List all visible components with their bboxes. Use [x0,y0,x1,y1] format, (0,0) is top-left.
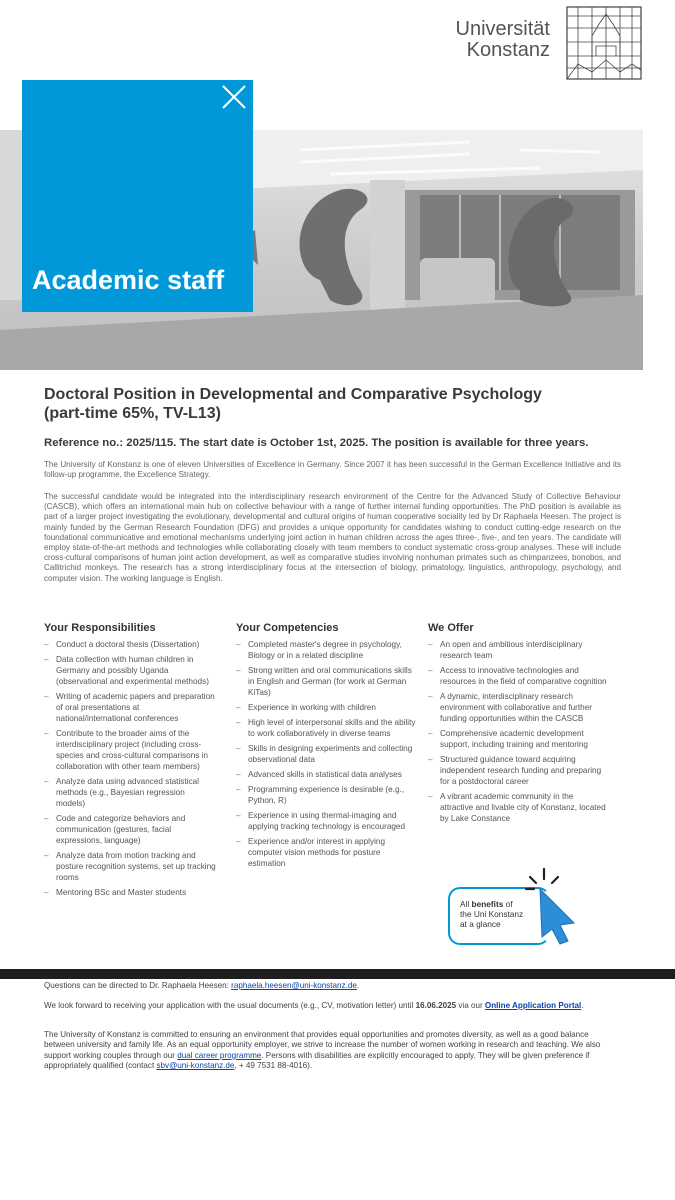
banner-title: Academic staff [32,265,225,295]
offer-heading: We Offer [428,622,474,634]
list-item: – Experience in working with children [236,702,416,713]
list-item: – Conduct a doctoral thesis (Dissertation) [44,639,216,650]
responsibilities-column [44,622,216,902]
list-item: – Analyze data from motion tracking and posture recognition systems, set up tracking rooms [44,850,216,883]
logo-line-1: Universität [455,18,550,40]
equal-text: The University of Konstanz is committed to ensuring an environment that provides equal opportunities and promotes diversity, as well as a good balance between university and family life. As an equal opportunity employer, we strive to increase the number of women working in research and teaching. We also support working couples through our [44,1030,601,1060]
contact-text: Questions can be directed to Dr. Raphaela Heesen: [44,981,232,990]
list-item: – Contribute to the broader aims of the interdisciplinary project (including cross-species and cross-cultural comparisons in collaboration with other team members) [44,728,216,772]
equal-mid: . Persons with disabilities are explicitly encouraged to apply. They will be given preference if appropriately qualified (contact [44,1050,590,1071]
list-item: – Programming experience is desirable (e.g., Python, R) [236,784,416,806]
benefits-line-1a: All [460,899,470,909]
competencies-heading: Your Competencies [236,622,339,634]
offer-list [428,639,608,824]
list-item: – Structured guidance toward acquiring independent research funding and preparing for a postdoctoral career [428,754,608,787]
list-item: – Code and categorize behaviors and communication (gestures, facial expressions, language) [44,813,216,846]
benefits-line-2: the Uni Konstanz [460,909,524,919]
list-item: – Analyze data using advanced statistical methods (e.g., Bayesian regression models) [44,776,216,809]
list-item: – Mentoring BSc and Master students [44,887,216,898]
logo-line-2: Konstanz [466,39,550,61]
benefits-line-3: at a glance [460,919,501,929]
list-item: – Completed master's degree in psychology, Biology or in a related discipline [236,639,416,661]
list-item: – Advanced skills in statistical data analyses [236,769,416,780]
apply-text: We look forward to receiving your application with the usual documents (e.g., CV, motivation letter) until [44,1001,416,1010]
intro-paragraph: The University of Konstanz is one of eleven Universities of Excellence in Germany. Since 2007 it has been successful in the German Excellence Initiative and its follow-up programme, the Excellence Strategy. [44,460,621,480]
contact-line [44,981,620,991]
list-item: – Skills in designing experiments and collecting observational data [236,743,416,765]
equal-end: , + 49 7531 88-4016). [234,1061,313,1071]
contact-end: . [356,981,360,990]
list-item: – An open and ambitious interdisciplinary research team [428,639,608,661]
apply-line [44,1001,620,1011]
job-title-block [44,385,634,423]
list-item: – A dynamic, interdisciplinary research environment with collaborative and further funding opportunities within the CASCB [428,691,608,724]
job-title: Doctoral Position in Developmental and Comparative Psychology [44,386,542,403]
apply-mid: via our [456,1001,485,1010]
job-subtitle: (part-time 65%, TV-L13) [44,405,221,422]
sbv-email-link[interactable]: sbv@uni-konstanz.de [156,1061,235,1071]
category-banner [22,80,253,312]
benefits-line-1b: benefits [471,899,504,909]
list-item: – Access to innovative technologies and resources in the field of comparative cognition [428,665,608,687]
reference-line: Reference no.: 2025/115. The start date is October 1st, 2025. The position is available for three years. [44,437,589,449]
divider-bar [0,969,675,979]
close-cross-icon [221,84,247,110]
benefits-line-1c: of [505,899,513,909]
benefits-link[interactable] [446,865,586,947]
list-item: – Data collection with human children in Germany and possibly Uganda (observational and experimental methods) [44,654,216,687]
responsibilities-heading: Your Responsibilities [44,622,156,634]
list-item: – High level of interpersonal skills and the ability to work collaboratively in diverse teams [236,717,416,739]
contact-email-link[interactable]: raphaela.heesen@uni-konstanz.de [231,981,357,990]
apply-deadline: 16.06.2025 [415,1001,457,1010]
dual-career-link[interactable]: dual career programme [177,1050,262,1060]
apply-end: . [581,1001,584,1010]
university-crest-icon [566,6,642,80]
list-item: – Experience in using thermal-imaging and applying tracking technology is encouraged [236,810,416,832]
list-item: – A vibrant academic community in the attractive and livable city of Konstanz, located by Lake Constance [428,791,608,824]
benefits-text [460,899,523,929]
application-portal-link[interactable]: Online Application Portal [484,1001,582,1010]
list-item: – Writing of academic papers and preparation of oral presentations at national/international conferences [44,691,216,724]
cursor-click-icon [524,865,586,945]
equal-opportunity-paragraph [44,1030,620,1072]
competencies-list [236,639,416,869]
list-item: – Comprehensive academic development support, including training and mentoring [428,728,608,750]
competencies-column [236,622,416,873]
responsibilities-list [44,639,216,898]
list-item: – Strong written and oral communications skills in English and German (for work at German KiTas) [236,665,416,698]
description-paragraph: The successful candidate would be integrated into the interdisciplinary research environment of the Centre for the Advanced Study of Collective Behaviour (CASCB), which offers an international main hub on collective behaviour with a range of further internal funding opportunities. The PhD position is available as part of a larger project investigating the evolutionary, developmental and cultural origins of human cooperative sociality led by Dr Raphaela Heesen. The project is mainly funded by the German Research Foundation (DFG) and provides a unique opportunity for candidates wishing to conduct cutting-edge research on the foundational communicative and emotional mechanisms underlying joint action in human children across the ages three-, five-, and ten years. The candidate will employ state-of-the-art methods and technologies while collaborating closely with team members to conduct systematic cross-group analyses. These will include cross-cultural comparisons of human joint action development, as well as comparative studies involving nonhuman primates such as chimpanzees, bonobos, and Callitrichid monkeys. The research has a strong interdisciplinary focus at the intersection of biology, primatology, linguistics, anthropology, psychology, and computer vision. The working language is English. [44,492,621,583]
university-logo-text [440,19,550,61]
list-item: – Experience and/or interest in applying computer vision methods for posture estimation [236,836,416,869]
offer-column [428,622,608,828]
